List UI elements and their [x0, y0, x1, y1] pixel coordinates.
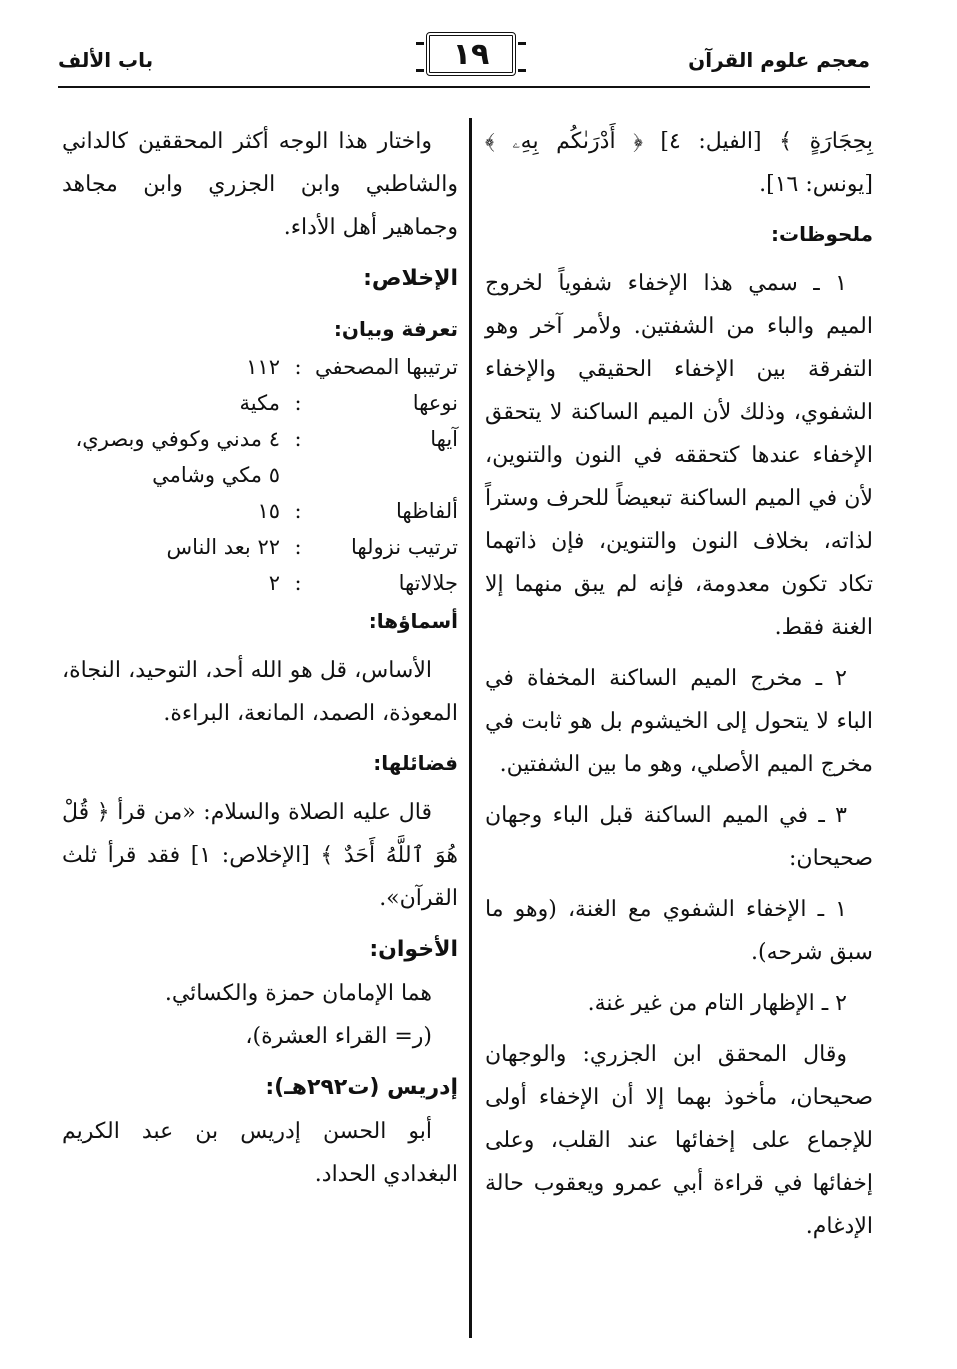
idris-heading: إدريس (ت٢٩٢هـ): [265, 1075, 458, 1100]
column-divider [469, 118, 472, 1338]
info-separator: : [294, 499, 302, 523]
info-key: ترتيبها المصحفي [315, 355, 458, 379]
brothers-paragraph: هما الإمامان حمزة والكسائي. [164, 981, 432, 1006]
brothers-heading: الأخوان: [369, 937, 458, 962]
section-title: باب الألف [58, 48, 154, 72]
info-separator: : [294, 355, 302, 379]
virtues-heading: فضائلها: [373, 751, 458, 775]
quran-citation-paragraph: بِحِجَارَةٍ ﴾ [الفيل: ٤] ﴿ أَدْرَىٰكُم بِهِۦ ﴾ [يونس: ١٦]. [485, 129, 873, 197]
page-number-box [426, 32, 516, 76]
names-paragraph: الأساس، قل هو الله أحد، التوحيد، النجاة، المعوذة، الصمد، المانعة، البراءة. [62, 658, 458, 726]
info-separator: : [294, 571, 302, 595]
table-row [62, 565, 458, 601]
intro-heading: تعرفة وبيان: [333, 317, 458, 341]
idris-paragraph: أبو الحسن إدريس بن عبد الكريم البغدادي الحداد. [62, 1119, 458, 1187]
notes-heading: ملحوظات: [771, 222, 873, 246]
book-title: معجم علوم القرآن [688, 48, 870, 72]
left-column [62, 120, 458, 1196]
option-1-paragraph: ١ ـ الإخفاء الشفوي مع الغنة، (وهو ما سبق شرحه). [485, 897, 873, 965]
right-column [485, 120, 873, 1248]
option-2-paragraph: ٢ ـ الإظهار التام من غير غنة. [587, 991, 847, 1016]
info-key: ألفاظها [395, 499, 458, 523]
scholars-paragraph: واختار هذا الوجه أكثر المحققين كالداني والشاطبي وابن الجزري وابن مجاهد وجماهير أهل الأداء. [62, 129, 458, 240]
brothers-reference: (ر= القراء العشرة)، [245, 1024, 432, 1049]
info-key: آيها [430, 427, 458, 451]
info-key: نوعها [412, 391, 458, 415]
info-key: جلالاتها [398, 571, 458, 595]
info-value: مكية [239, 391, 280, 415]
table-row [62, 385, 458, 421]
table-row [62, 493, 458, 529]
table-row [62, 349, 458, 385]
note-1-paragraph: ١ ـ سمي هذا الإخفاء شفوياً لخروج الميم والباء من الشفتين. ولأمر آخر وهو التفرقة بين الإخفاء الحقيقي والإخفاء الشفوي، وذلك لأن الميم الساكنة لا يتحقق الإخفاء عندها كتحققه في النون والتنوين، لأن في الميم الساكنة تبعيضاً للحرف وستراً لذاته، بخلاف النون والتنوين، فإن ذاتهما تكاد تكون معدومة، فإنه لم يبق منهما إلا الغنة فقط. [485, 271, 873, 640]
info-value: ١٥ [257, 499, 280, 523]
info-key: ترتيب نزولها [351, 535, 458, 559]
surah-info-table [62, 349, 458, 601]
info-separator: : [294, 535, 302, 559]
header-rule [58, 86, 870, 88]
info-value: ٤ مدني وكوفي وبصري، ٥ مكي وشامي [75, 427, 280, 487]
page-number: ١٩ [452, 36, 490, 72]
ibn-jazari-paragraph: وقال المحقق ابن الجزري: والوجهان صحيحان، مأخوذ بهما إلا أن الإخفاء أولى للإجماع على إخفائها عند القلب، وعلى إخفائها في قراءة أبي عمرو ويعقوب حالة الإدغام. [485, 1042, 873, 1239]
info-separator: : [294, 427, 302, 451]
note-2-paragraph: ٢ ـ مخرج الميم الساكنة المخفاة في الباء لا يتحول إلى الخيشوم بل هو ثابت في مخرج الميم الأصلي، وهو ما بين الشفتين. [485, 666, 873, 777]
ikhlas-heading: الإخلاص: [363, 266, 458, 291]
info-value: ٢٢ بعد الناس [166, 535, 280, 559]
info-value: ٢ [268, 571, 280, 595]
names-heading: أسماؤها: [368, 609, 458, 633]
info-separator: : [294, 391, 302, 415]
page-header [58, 22, 870, 88]
table-row [62, 529, 458, 565]
table-row [62, 421, 458, 493]
note-3-paragraph: ٣ ـ في الميم الساكنة قبل الباء وجهان صحيحان: [485, 803, 873, 871]
info-value: ١١٢ [246, 355, 280, 379]
virtues-paragraph: قال عليه الصلاة والسلام: «من قرأ ﴿ قُلْ هُوَ ٱللَّهُ أَحَدٌ ﴾ [الإخلاص: ١] فقد قرأ ثلث القرآن». [62, 800, 458, 911]
